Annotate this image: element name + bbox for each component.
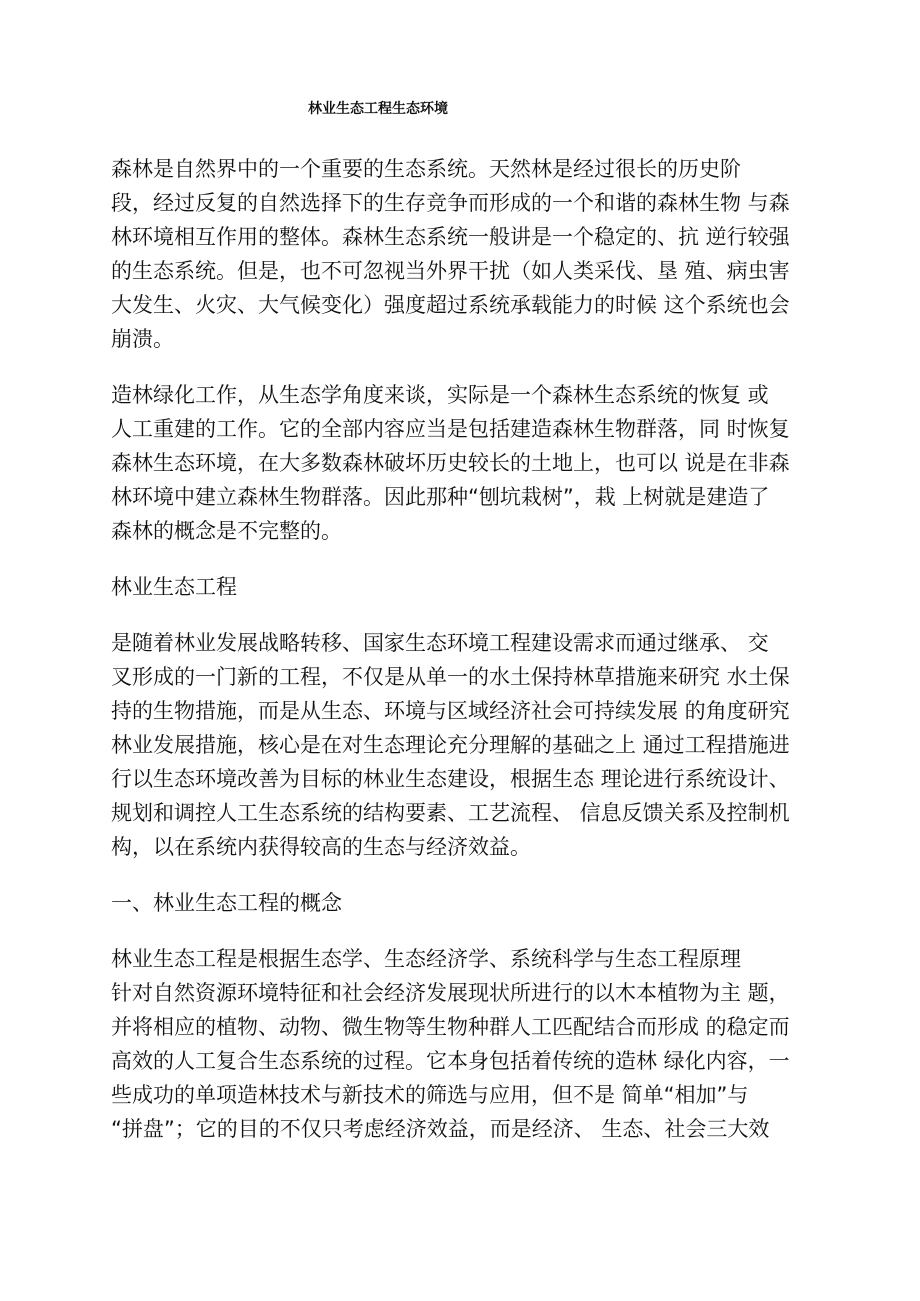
text-line: 叉形成的一门新的工程，不仅是从单一的水土保持林草措施来研究 水土保 bbox=[111, 665, 790, 689]
paragraph-gap bbox=[111, 864, 811, 886]
text-line: 构，以在系统内获得较高的生态与经济效益。 bbox=[111, 835, 531, 859]
text-line: 林环境中建立森林生物群落。因此那种“刨坑栽树”，栽 上树就是建造了 bbox=[111, 485, 770, 509]
text-line: 针对自然资源环境特征和社会经济发展现状所进行的以木本植物为主 题， bbox=[111, 981, 790, 1005]
paragraph-gap bbox=[111, 604, 811, 626]
text-line: 林业发展措施，核心是在对生态理论充分理解的基础之上 通过工程措施进 bbox=[111, 733, 790, 757]
text-line: 行以生态环境改善为目标的林业生态建设，根据生态 理论进行系统设计、 bbox=[111, 767, 790, 791]
text-line: 森林是自然界中的一个重要的生态系统。天然林是经过很长的历史阶 bbox=[111, 157, 741, 181]
text-line: 段，经过反复的自然选择下的生存竞争而形成的一个和谐的森林生物 与森 bbox=[111, 191, 790, 215]
text-line: 并将相应的植物、动物、微生物等生物种群人工匹配结合而形成 的稳定而 bbox=[111, 1015, 790, 1039]
paragraph-gap bbox=[111, 548, 811, 570]
text-line: 些成功的单项造林技术与新技术的筛选与应用，但不是 简单“相加”与 bbox=[111, 1083, 749, 1107]
text-line: 是随着林业发展战略转移、国家生态环境工程建设需求而通过继承、 交 bbox=[111, 631, 769, 655]
text-line: 规划和调控人工生态系统的结构要素、工艺流程、 信息反馈关系及控制机 bbox=[111, 801, 790, 825]
paragraph-engineering-definition bbox=[111, 626, 811, 864]
text-line: 林环境相互作用的整体。森林生态系统一般讲是一个稳定的、抗 逆行较强 bbox=[111, 225, 790, 249]
text-line: 林业生态工程 bbox=[111, 575, 237, 599]
text-line: 持的生物措施，而是从生态、环境与区域经济社会可持续发展 的角度研究 bbox=[111, 699, 790, 723]
text-line: 森林的概念是不完整的。 bbox=[111, 519, 342, 543]
document-title: 林业生态工程生态环境 bbox=[308, 101, 448, 117]
paragraph-gap bbox=[111, 920, 811, 942]
section-heading-concept bbox=[111, 886, 811, 920]
text-line: 林业生态工程是根据生态学、生态经济学、系统科学与生态工程原理 bbox=[111, 947, 741, 971]
text-line: 人工重建的工作。它的全部内容应当是包括建造森林生物群落，同 时恢复 bbox=[111, 417, 790, 441]
text-line: 高效的人工复合生态系统的过程。它本身包括着传统的造林 绿化内容，一 bbox=[111, 1049, 790, 1073]
paragraph-afforestation bbox=[111, 378, 811, 548]
paragraph-gap bbox=[111, 356, 811, 378]
text-line: 一、林业生态工程的概念 bbox=[111, 891, 342, 915]
text-line: “拼盘”；它的目的不仅只考虑经济效益，而是经济、 生态、社会三大效 bbox=[111, 1117, 770, 1141]
paragraph-forest-ecosystem bbox=[111, 152, 811, 356]
document-body bbox=[111, 152, 811, 1146]
paragraph-concept bbox=[111, 942, 811, 1146]
text-line: 造林绿化工作，从生态学角度来谈，实际是一个森林生态系统的恢复 或 bbox=[111, 383, 769, 407]
text-line: 崩溃。 bbox=[111, 327, 174, 351]
text-line: 的生态系统。但是，也不可忽视当外界干扰（如人类采伐、垦 殖、病虫害 bbox=[111, 259, 790, 283]
text-line: 大发生、火灾、大气候变化）强度超过系统承载能力的时候 这个系统也会 bbox=[111, 293, 790, 317]
section-heading-forestry-eco-engineering bbox=[111, 570, 811, 604]
text-line: 森林生态环境，在大多数森林破坏历史较长的土地上，也可以 说是在非森 bbox=[111, 451, 790, 475]
